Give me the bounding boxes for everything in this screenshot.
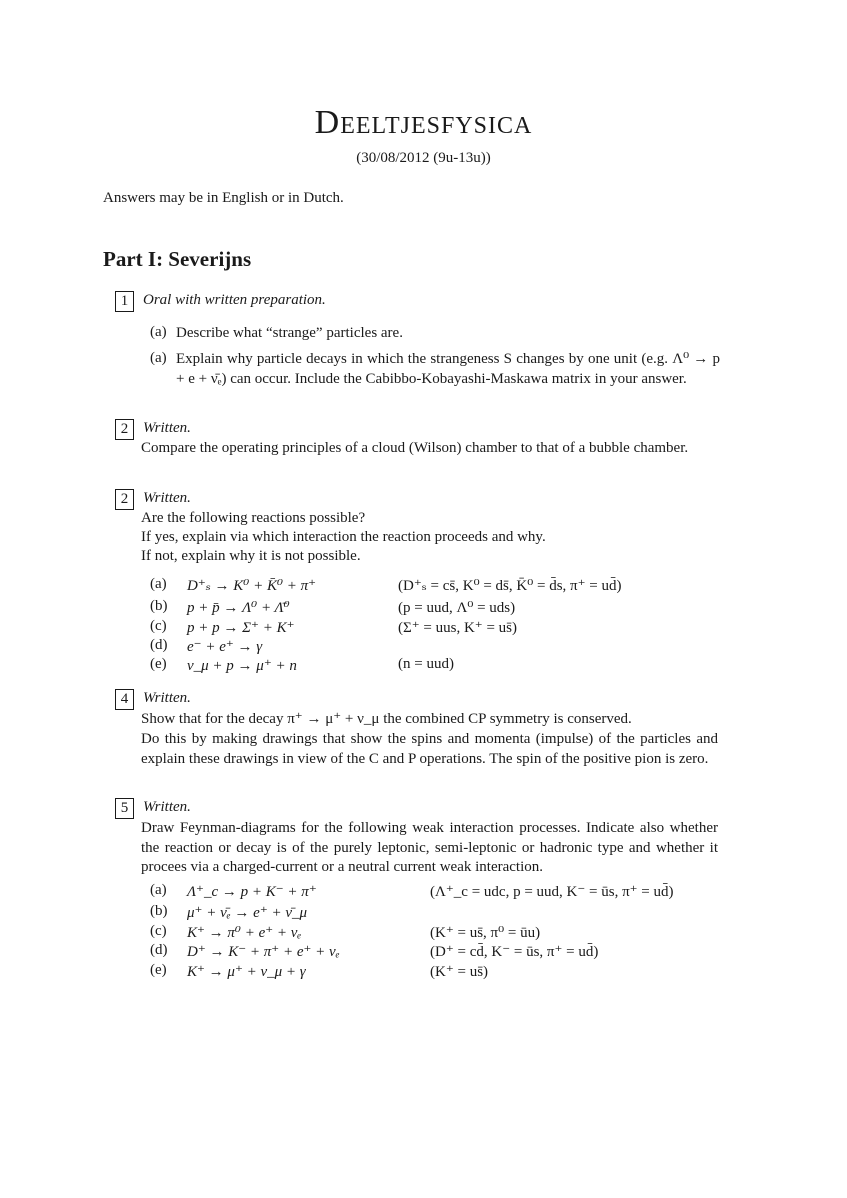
question-body: Compare the operating principles of a cloud (Wilson) chamber to that of a bubble chamber.	[141, 440, 689, 456]
question-type: Written.	[143, 799, 191, 815]
reaction-note: (D⁺ = cd̄, K⁻ = ūs, π⁺ = ud̄)	[430, 944, 599, 960]
question-number-box: 1	[115, 291, 134, 312]
item-label: (a)	[150, 324, 167, 340]
reaction-label: (d)	[150, 942, 168, 958]
question-type: Written.	[143, 420, 191, 436]
question-body: Do this by making drawings that show the spins and momenta (impulse) of the particles and explain these drawings in view of the C and P operations. The spin of the positive pion is zero.	[141, 731, 718, 767]
question-number-box: 5	[115, 798, 134, 819]
reaction-label: (a)	[150, 882, 167, 898]
reaction: p + p → Σ⁺ + K⁺	[187, 620, 295, 636]
intro-text: Answers may be in English or in Dutch.	[103, 190, 344, 206]
question-body: Draw Feynman-diagrams for the following weak interaction processes. Indicate also whether the reaction or decay is of the purely leptonic, semi-leptonic or hadronic type and whether it procees via a charged-current or a neutral current weak interaction.	[141, 820, 718, 875]
question-type: Written.	[143, 490, 191, 506]
reaction-label: (e)	[150, 656, 167, 672]
reaction-note: (Λ⁺_c = udc, p = uud, K⁻ = ūs, π⁺ = ud̄)	[430, 884, 674, 900]
reaction-label: (c)	[150, 923, 167, 939]
exam-date: (30/08/2012 (9u-13u))	[356, 150, 491, 166]
reaction: K⁺ → μ⁺ + ν_μ + γ	[187, 964, 306, 980]
reaction-note: (K⁺ = us̄, π⁰ = ūu)	[430, 925, 541, 941]
reaction-label: (d)	[150, 637, 168, 653]
item-text: Explain why particle decays in which the strangeness S changes by one unit (e.g. Λ⁰ → p + e + ν̄ₑ) can occur. Include the Cabibbo-Kobayashi-Maskawa matrix in your answer.	[176, 351, 720, 387]
reaction: K⁺ → π⁰ + e⁺ + νₑ	[187, 925, 302, 941]
question-type: Written.	[143, 690, 191, 706]
reaction-label: (a)	[150, 576, 167, 592]
reaction: e⁻ + e⁺ → γ	[187, 639, 263, 655]
item-text: Describe what “strange” particles are.	[176, 325, 403, 341]
question-number-box: 2	[115, 419, 134, 440]
reaction-note: (K⁺ = us̄)	[430, 964, 489, 980]
reaction: ν_μ + p → μ⁺ + n	[187, 658, 297, 674]
item-label: (a)	[150, 350, 167, 366]
reaction: μ⁺ + ν̄ₑ → e⁺ + ν̄_μ	[187, 905, 308, 921]
reaction: D⁺ₛ → K⁰ + K̄⁰ + π⁺	[187, 578, 317, 594]
reaction-note: (D⁺ₛ = cs̄, K⁰ = ds̄, K̄⁰ = d̄s, π⁺ = ud̄)	[398, 578, 622, 594]
reaction: Λ⁺_c → p + K⁻ + π⁺	[187, 884, 317, 900]
reaction-note: (Σ⁺ = uus, K⁺ = us̄)	[398, 620, 517, 636]
question-number-box: 4	[115, 689, 134, 710]
reaction-label: (b)	[150, 598, 168, 614]
reaction: p + p̄ → Λ⁰ + Λ̄⁰	[187, 600, 290, 616]
document-title: Deeltjesfysica	[314, 104, 533, 141]
reaction: D⁺ → K⁻ + π⁺ + e⁺ + νₑ	[187, 944, 340, 960]
reaction-label: (e)	[150, 962, 167, 978]
reaction-label: (c)	[150, 618, 167, 634]
question-line: If not, explain why it is not possible.	[141, 548, 361, 564]
part-heading: Part I: Severijns	[103, 247, 252, 271]
question-number-box: 2	[115, 489, 134, 510]
question-type: Oral with written preparation.	[143, 292, 326, 308]
question-body: Show that for the decay π⁺ → μ⁺ + ν_μ the combined CP symmetry is conserved.	[141, 711, 632, 727]
reaction-note: (p = uud, Λ⁰ = uds)	[398, 600, 516, 616]
question-line: If yes, explain via which interaction the reaction proceeds and why.	[141, 529, 546, 545]
reaction-label: (b)	[150, 903, 168, 919]
reaction-note: (n = uud)	[398, 656, 454, 672]
question-line: Are the following reactions possible?	[141, 510, 366, 526]
